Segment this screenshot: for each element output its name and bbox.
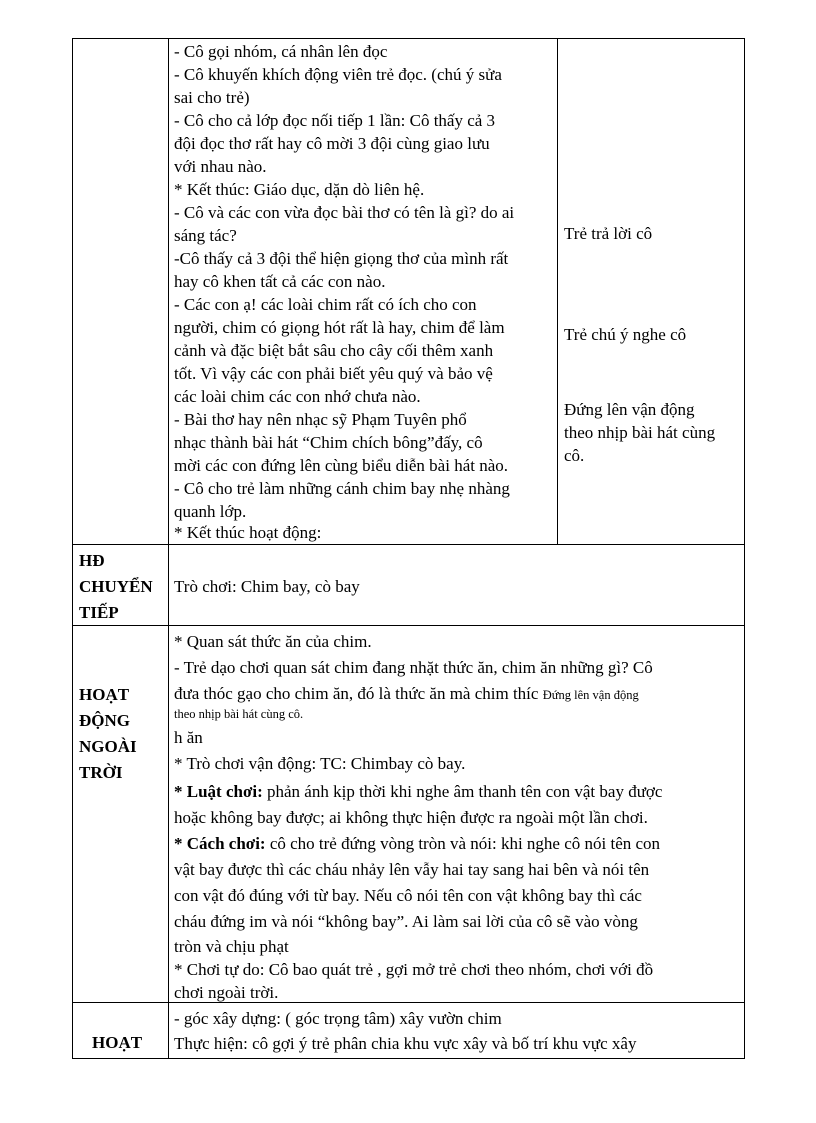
how-to-play-line: con vật đó đúng với từ bay. Nếu cô nói tên con vật không bay thì các xyxy=(174,886,642,905)
outdoor-label-line: HOẠT xyxy=(79,685,130,704)
activity-line: cảnh và đặc biệt bắt sâu cho cây cối thêm xanh xyxy=(174,341,494,360)
activity-line: nhạc thành bài hát “Chim chích bông”đấy, cô xyxy=(174,433,483,452)
activity-line: sai cho trẻ) xyxy=(174,88,250,107)
how-to-play-heading: * Cách chơi: xyxy=(174,834,266,853)
table-left-border xyxy=(72,38,73,1059)
activity-line: * Kết thúc hoạt động: xyxy=(174,523,322,542)
game-rule-heading: * Luật chơi: xyxy=(174,782,263,801)
outdoor-line: * Trò chơi vận động: TC: Chimbay cò bay. xyxy=(174,754,466,773)
outdoor-line-main: đưa thóc gạo cho chim ăn, đó là thức ăn mà chim thíc xyxy=(174,684,539,703)
activity-line: các loài chim các con nhớ chưa nào. xyxy=(174,387,421,406)
row-divider-1 xyxy=(72,544,745,545)
response-answer: Trẻ trả lời cô xyxy=(564,224,653,243)
outdoor-label-line: ĐỘNG xyxy=(79,711,130,730)
activity-line: - Cô cho cả lớp đọc nối tiếp 1 lần: Cô thấy cả 3 xyxy=(174,111,496,130)
outdoor-line: - Trẻ dạo chơi quan sát chim đang nhặt thức ăn, chim ăn những gì? Cô xyxy=(174,658,653,677)
activity-line: sáng tác? xyxy=(174,226,237,245)
outdoor-label-line: TRỜI xyxy=(79,763,123,782)
table-right-border xyxy=(744,38,745,1059)
transition-game: Trò chơi: Chim bay, cò bay xyxy=(174,577,360,596)
game-rule-line: hoặc không bay được; ai không thực hiện được ra ngoài một lần chơi. xyxy=(174,808,648,827)
how-to-play-line xyxy=(174,832,660,855)
activity-line: với nhau nào. xyxy=(174,157,267,176)
outdoor-overlay-line: theo nhịp bài hát cùng cô. xyxy=(174,707,304,721)
activity-line: -Cô thấy cả 3 đội thể hiện giọng thơ của mình rất xyxy=(174,249,509,268)
corner-activity-line: Thực hiện: cô gợi ý trẻ phân chia khu vực xây và bố trí khu vực xây xyxy=(174,1034,637,1053)
response-dance-line: cô. xyxy=(564,446,585,465)
how-to-play-text: cô cho trẻ đứng vòng tròn và nói: khi nghe cô nói tên con xyxy=(265,834,661,853)
activity-line: mời các con đứng lên cùng biểu diễn bài hát nào. xyxy=(174,456,509,475)
table-bottom-border xyxy=(72,1058,745,1059)
table-top-border xyxy=(72,38,745,39)
activity-line: - Cô gọi nhóm, cá nhân lên đọc xyxy=(174,42,388,61)
transition-label-line: TIẾP xyxy=(79,603,119,622)
activity-line: tốt. Vì vậy các con phải biết yêu quý và bảo vệ xyxy=(174,364,493,383)
how-to-play-line: cháu đứng im và nói “không bay”. Ai làm sai lời của cô sẽ vào vòng xyxy=(174,912,638,931)
transition-label-line: CHUYỂN xyxy=(79,577,153,596)
response-listen: Trẻ chú ý nghe cô xyxy=(564,325,687,344)
outdoor-line-overlay: Đứng lên vận động xyxy=(542,688,639,702)
game-rule-text: phản ánh kịp thời khi nghe âm thanh tên con vật bay được xyxy=(262,782,663,801)
outdoor-label-line: NGOÀI xyxy=(79,737,137,756)
activity-line: đội đọc thơ rất hay cô mời 3 đội cùng giao lưu xyxy=(174,134,490,153)
response-dance-line: Đứng lên vận động xyxy=(564,400,695,419)
corner-activity-line: - góc xây dựng: ( góc trọng tâm) xây vườn chim xyxy=(174,1009,502,1028)
free-play-line: chơi ngoài trời. xyxy=(174,983,279,1002)
activity-line: - Các con ạ! các loài chim rất có ích cho con xyxy=(174,295,477,314)
how-to-play-line: tròn và chịu phạt xyxy=(174,937,289,956)
activity-line: - Cô cho trẻ làm những cánh chim bay nhẹ nhàng xyxy=(174,479,510,498)
response-column-divider xyxy=(557,38,558,545)
activity-line: * Kết thúc: Giáo dục, dặn dò liên hệ. xyxy=(174,180,425,199)
corner-activity-label: HOẠT xyxy=(92,1033,143,1052)
outdoor-line: * Quan sát thức ăn của chim. xyxy=(174,632,372,651)
label-column-divider xyxy=(168,38,169,1059)
transition-label-line: HĐ xyxy=(79,551,105,570)
activity-line: hay cô khen tất cả các con nào. xyxy=(174,272,386,291)
row-divider-2 xyxy=(72,625,745,626)
game-rule-line xyxy=(174,780,662,803)
activity-line: - Bài thơ hay nên nhạc sỹ Phạm Tuyên phổ xyxy=(174,410,467,429)
activity-line: quanh lớp. xyxy=(174,502,247,521)
response-dance-line: theo nhịp bài hát cùng xyxy=(564,423,716,442)
activity-line: - Cô và các con vừa đọc bài thơ có tên là gì? do ai xyxy=(174,203,515,222)
activity-line: - Cô khuyến khích động viên trẻ đọc. (chú ý sửa xyxy=(174,65,502,84)
outdoor-line: h ăn xyxy=(174,728,203,747)
free-play-line: * Chơi tự do: Cô bao quát trẻ , gợi mở trẻ chơi theo nhóm, chơi với đồ xyxy=(174,960,654,979)
row-divider-3 xyxy=(72,1002,745,1003)
how-to-play-line: vật bay được thì các cháu nhảy lên vẫy hai tay sang hai bên và nói tên xyxy=(174,860,650,879)
activity-line: người, chim có giọng hót rất là hay, chim để làm xyxy=(174,318,505,337)
